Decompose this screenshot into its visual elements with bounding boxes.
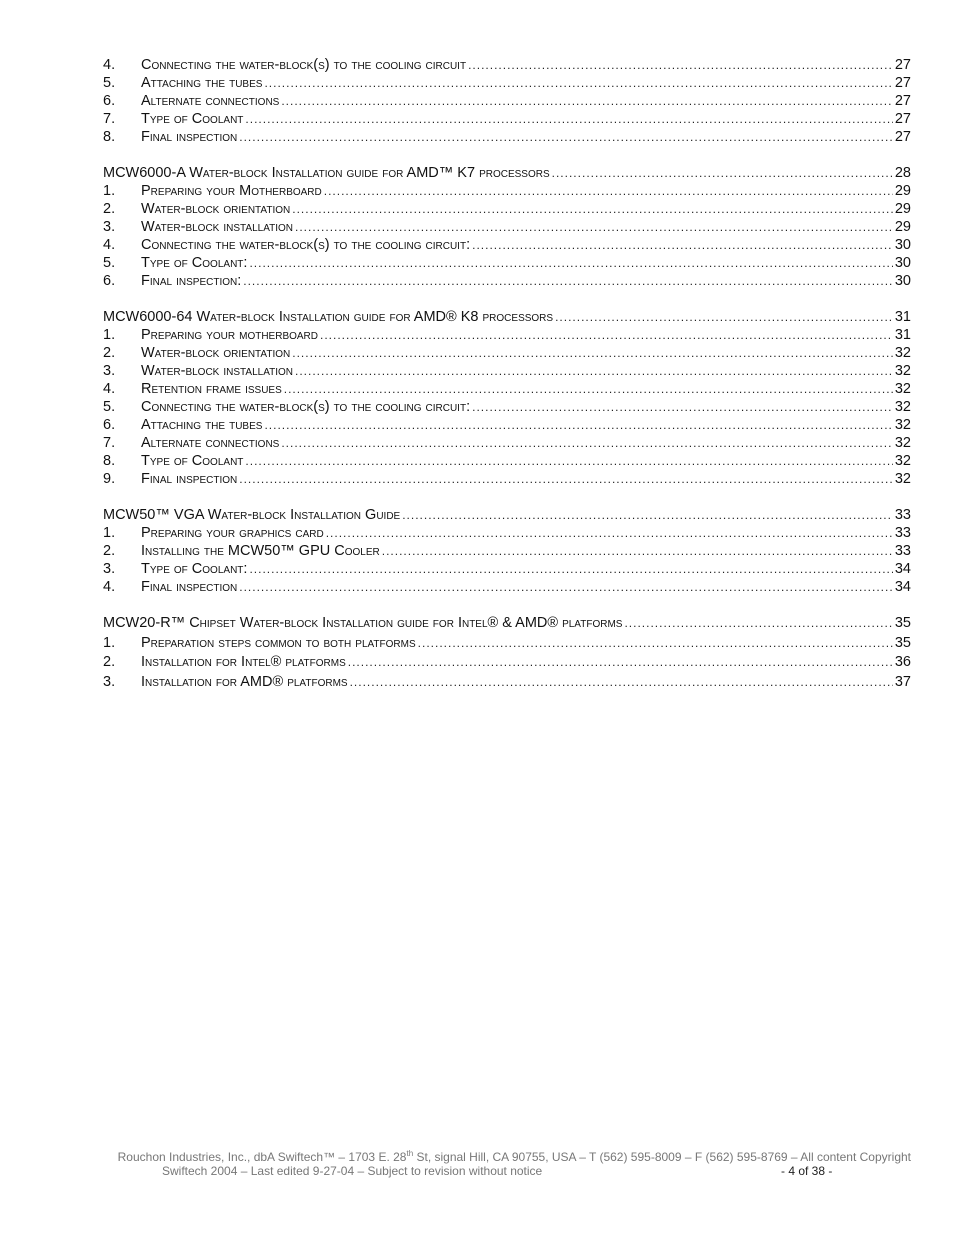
- toc-entry-page: 34: [894, 561, 911, 577]
- toc-entry-number: 3.: [103, 561, 116, 577]
- toc-entry-title: Final inspection: [141, 471, 238, 487]
- toc-entry-page: 28: [894, 165, 911, 181]
- toc-entry-page: 30: [894, 255, 911, 271]
- toc-entry-title: MCW6000-A Water-block Installation guide for AMD™ K7 processors: [103, 165, 550, 181]
- toc-entry-title: Connecting the water-block(s) to the cooling circuit:: [141, 399, 471, 415]
- toc-entry-number: 9.: [103, 471, 116, 487]
- toc-entry[interactable]: [103, 218, 911, 236]
- toc-entry-number: 7.: [103, 111, 116, 127]
- toc-dot-leader: [264, 74, 892, 92]
- toc-dot-leader: [468, 56, 893, 74]
- toc-entry-number: 1.: [103, 183, 116, 199]
- toc-entry-title: Alternate connections: [141, 93, 280, 109]
- toc-entry[interactable]: [103, 578, 911, 596]
- toc-dot-leader: [281, 434, 893, 452]
- toc-entry-title: Final inspection: [141, 129, 238, 145]
- toc-dot-leader: [472, 236, 893, 254]
- toc-entry-page: 31: [894, 309, 911, 325]
- toc-entry-number: 6.: [103, 273, 116, 289]
- toc-dot-leader: [245, 110, 892, 128]
- toc-dot-leader: [324, 182, 893, 200]
- toc-entry-page: 27: [894, 57, 911, 73]
- toc-dot-leader: [350, 673, 893, 693]
- toc-entry-page: 31: [894, 327, 911, 343]
- toc-dot-leader: [624, 614, 892, 634]
- toc-entry-title: Preparing your graphics card: [141, 525, 324, 541]
- toc-dot-leader: [348, 653, 893, 673]
- toc-entry-title: Water-block installation: [141, 363, 294, 379]
- toc-entry-title: Alternate connections: [141, 435, 280, 451]
- toc-entry-title: Installation for Intel® platforms: [141, 654, 346, 670]
- toc-entry-page: 30: [894, 237, 911, 253]
- toc-entry-page: 27: [894, 111, 911, 127]
- toc-entry[interactable]: [103, 182, 911, 200]
- toc-entry[interactable]: [103, 524, 911, 542]
- footer-revision-line: Swiftech 2004 – Last edited 9-27-04 – Subject to revision without notice: [162, 1164, 543, 1178]
- toc-section-heading[interactable]: [103, 614, 911, 634]
- toc-entry[interactable]: [103, 560, 911, 578]
- table-of-contents: [103, 56, 911, 692]
- toc-entry-title: MCW20-R™ Chipset Water-block Installation guide for Intel® & AMD® platforms: [103, 615, 623, 631]
- toc-dot-leader: [402, 506, 893, 524]
- footer-copyright-line: Rouchon Industries, Inc., dbA Swiftech™ – 1703 E. 28th St, signal Hill, CA 90755, USA – T (562) 595-8009 – F (562) 595-8769 – All content Copyright: [117, 1149, 911, 1164]
- toc-entry-page: 32: [894, 381, 911, 397]
- toc-entry-page: 29: [894, 219, 911, 235]
- toc-dot-leader: [552, 164, 893, 182]
- toc-entry-title: Type of Coolant: [141, 453, 244, 469]
- toc-entry-page: 29: [894, 183, 911, 199]
- toc-dot-leader: [472, 398, 893, 416]
- toc-entry[interactable]: [103, 452, 911, 470]
- toc-entry[interactable]: [103, 200, 911, 218]
- toc-entry[interactable]: [103, 326, 911, 344]
- toc-dot-leader: [382, 542, 893, 560]
- toc-dot-leader: [284, 380, 893, 398]
- toc-entry-page: 30: [894, 273, 911, 289]
- toc-entry-page: 33: [894, 543, 911, 559]
- toc-dot-leader: [281, 92, 893, 110]
- toc-entry-title: Installing the MCW50™ GPU Cooler: [141, 543, 380, 559]
- toc-entry-title: MCW6000-64 Water-block Installation guide for AMD® K8 processors: [103, 309, 554, 325]
- toc-entry-number: 4.: [103, 57, 116, 73]
- toc-entry[interactable]: [103, 653, 911, 673]
- toc-entry[interactable]: [103, 470, 911, 488]
- toc-entry-number: 2.: [103, 654, 116, 670]
- toc-entry-title: Type of Coolant:: [141, 255, 248, 271]
- toc-dot-leader: [249, 560, 892, 578]
- toc-entry-number: 2.: [103, 543, 116, 559]
- toc-entry-title: Final inspection:: [141, 273, 242, 289]
- toc-entry[interactable]: [103, 362, 911, 380]
- toc-entry-number: 3.: [103, 363, 116, 379]
- toc-entry-title: Attaching the tubes: [141, 417, 263, 433]
- toc-entry[interactable]: [103, 416, 911, 434]
- toc-entry-number: 5.: [103, 255, 116, 271]
- toc-dot-leader: [292, 344, 893, 362]
- page-number: - 4 of 38 -: [781, 1164, 833, 1178]
- toc-dot-leader: [320, 326, 893, 344]
- toc-entry-title: Water-block orientation: [141, 201, 291, 217]
- toc-entry[interactable]: [103, 110, 911, 128]
- toc-entry-number: 7.: [103, 435, 116, 451]
- toc-entry-page: 35: [894, 615, 911, 631]
- toc-entry-page: 34: [894, 579, 911, 595]
- toc-entry[interactable]: [103, 74, 911, 92]
- toc-entry-title: Preparing your motherboard: [141, 327, 319, 343]
- toc-entry-number: 5.: [103, 75, 116, 91]
- toc-dot-leader: [326, 524, 893, 542]
- toc-entry-number: 8.: [103, 453, 116, 469]
- toc-entry-number: 1.: [103, 327, 116, 343]
- toc-dot-leader: [295, 362, 893, 380]
- toc-entry-title: Attaching the tubes: [141, 75, 263, 91]
- toc-entry[interactable]: [103, 398, 911, 416]
- toc-entry-page: 35: [894, 634, 911, 651]
- toc-entry-page: 32: [894, 453, 911, 469]
- toc-entry[interactable]: [103, 673, 911, 693]
- toc-entry-title: Type of Coolant:: [141, 561, 248, 577]
- toc-entry-title: Final inspection: [141, 579, 238, 595]
- toc-entry-page: 36: [894, 654, 911, 670]
- toc-dot-leader: [239, 128, 893, 146]
- toc-entry[interactable]: [103, 634, 911, 654]
- toc-entry-number: 4.: [103, 381, 116, 397]
- toc-entry-title: Water-block installation: [141, 219, 294, 235]
- toc-entry-page: 27: [894, 129, 911, 145]
- toc-dot-leader: [249, 254, 892, 272]
- toc-entry-page: 33: [894, 525, 911, 541]
- toc-entry-page: 32: [894, 417, 911, 433]
- toc-dot-leader: [264, 416, 892, 434]
- toc-entry[interactable]: [103, 236, 911, 254]
- toc-entry[interactable]: [103, 128, 911, 146]
- toc-entry-number: 3.: [103, 673, 116, 690]
- toc-section-heading[interactable]: [103, 308, 911, 326]
- toc-entry-title: Retention frame issues: [141, 381, 282, 397]
- toc-entry-page: 27: [894, 75, 911, 91]
- toc-entry-number: 1.: [103, 634, 116, 651]
- toc-entry[interactable]: [103, 542, 911, 560]
- toc-dot-leader: [243, 272, 893, 290]
- toc-entry[interactable]: [103, 434, 911, 452]
- toc-entry-title: Preparing your Motherboard: [141, 183, 322, 199]
- toc-entry-number: 4.: [103, 579, 116, 595]
- toc-entry[interactable]: [103, 380, 911, 398]
- toc-dot-leader: [418, 634, 893, 654]
- toc-section-heading[interactable]: [103, 506, 911, 524]
- toc-entry-page: 27: [894, 93, 911, 109]
- toc-entry[interactable]: [103, 344, 911, 362]
- toc-entry-title: Preparation steps common to both platforms: [141, 634, 416, 651]
- toc-entry-title: MCW50™ VGA Water-block Installation Guide: [103, 507, 401, 523]
- toc-dot-leader: [239, 578, 893, 596]
- toc-entry-number: 2.: [103, 345, 116, 361]
- toc-entry-number: 4.: [103, 237, 116, 253]
- toc-entry[interactable]: [103, 92, 911, 110]
- toc-entry-title: Installation for AMD® platforms: [141, 673, 348, 690]
- toc-entry-title: Water-block orientation: [141, 345, 291, 361]
- toc-entry-page: 33: [894, 507, 911, 523]
- toc-entry-title: Connecting the water-block(s) to the cooling circuit: [141, 57, 467, 73]
- toc-entry-number: 1.: [103, 525, 116, 541]
- toc-entry-number: 6.: [103, 417, 116, 433]
- toc-dot-leader: [295, 218, 893, 236]
- toc-entry-page: 32: [894, 345, 911, 361]
- toc-entry-number: 2.: [103, 201, 116, 217]
- toc-section-heading[interactable]: [103, 164, 911, 182]
- toc-entry-page: 32: [894, 471, 911, 487]
- toc-entry-page: 29: [894, 201, 911, 217]
- toc-entry-title: Connecting the water-block(s) to the cooling circuit:: [141, 237, 471, 253]
- toc-dot-leader: [555, 308, 893, 326]
- toc-entry[interactable]: [103, 272, 911, 290]
- toc-entry[interactable]: [103, 56, 911, 74]
- toc-entry-number: 5.: [103, 399, 116, 415]
- toc-entry-number: 3.: [103, 219, 116, 235]
- toc-entry-page: 32: [894, 363, 911, 379]
- toc-entry-page: 32: [894, 435, 911, 451]
- toc-entry-number: 6.: [103, 93, 116, 109]
- toc-entry-page: 37: [894, 673, 911, 690]
- toc-entry-page: 32: [894, 399, 911, 415]
- toc-dot-leader: [292, 200, 893, 218]
- toc-dot-leader: [239, 470, 893, 488]
- toc-entry[interactable]: [103, 254, 911, 272]
- toc-dot-leader: [245, 452, 892, 470]
- toc-entry-number: 8.: [103, 129, 116, 145]
- toc-entry-title: Type of Coolant: [141, 111, 244, 127]
